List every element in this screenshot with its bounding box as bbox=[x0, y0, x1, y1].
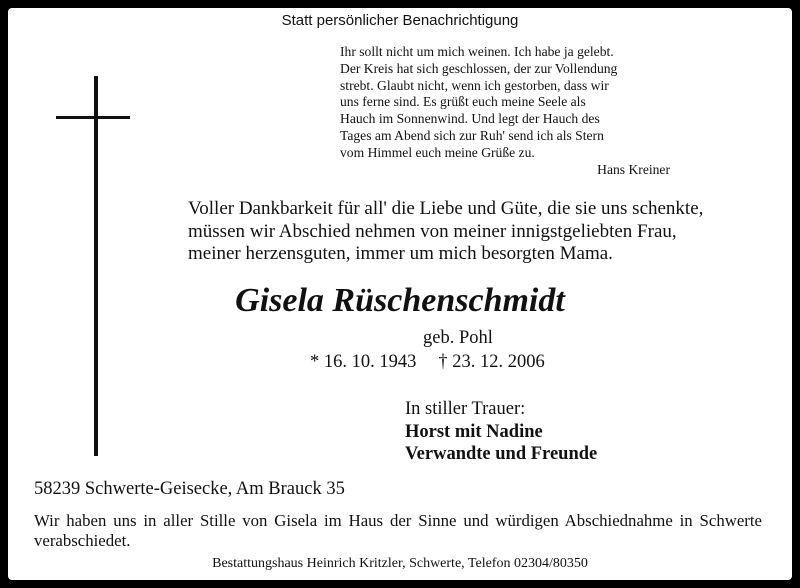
notice-header: Statt persönlicher Benachrichtigung bbox=[281, 12, 519, 29]
intro-line: meiner herzensguten, immer um mich besorgten Mama. bbox=[188, 243, 613, 264]
deceased-name: Gisela Rüschenschmidt bbox=[235, 282, 565, 319]
mourner-name: Verwandte und Freunde bbox=[405, 444, 598, 464]
mourners-block bbox=[405, 398, 597, 466]
mourner-name: Horst mit Nadine bbox=[405, 421, 543, 442]
poem-author: Hans Kreiner bbox=[597, 162, 670, 177]
intro-line: müssen wir Abschied nehmen von meiner innigstgeliebten Frau, bbox=[188, 220, 677, 242]
farewell-note: Wir haben uns in aller Stille von Gisela im Haus der Sinne und würdigen Abschiednahme in Schwerte verabschiedet. bbox=[34, 511, 762, 550]
address: 58239 Schwerte-Geisecke, Am Brauck 35 bbox=[34, 479, 345, 499]
maiden-name: geb. Pohl bbox=[423, 328, 493, 348]
poem-line: strebt. Glaubt nicht, wenn ich gestorben, dass wir bbox=[340, 77, 609, 93]
death-date: † 23. 12. 2006 bbox=[438, 352, 545, 372]
funeral-home-footer: Bestattungshaus Heinrich Kritzler, Schwerte, Telefon 02304/80350 bbox=[212, 556, 588, 571]
obituary-notice bbox=[8, 8, 792, 580]
cross-vertical-bar bbox=[94, 76, 98, 456]
poem-line: Der Kreis hat sich geschlossen, der zur Vollendung bbox=[340, 60, 618, 76]
poem-line: Hauch im Sonnenwind. Und legt der Hauch des bbox=[340, 111, 600, 127]
poem-line: Tages am Abend sich zur Ruh' send ich als Stern bbox=[340, 127, 604, 143]
mourners-label: In stiller Trauer: bbox=[405, 399, 526, 419]
life-dates bbox=[310, 352, 567, 373]
birth-date: * 16. 10. 1943 bbox=[310, 352, 417, 372]
intro-text bbox=[188, 198, 703, 266]
cross-horizontal-bar bbox=[56, 116, 130, 119]
poem-line: Ihr sollt nicht um mich weinen. Ich habe ja gelebt. bbox=[340, 44, 614, 59]
poem-line: uns ferne sind. Es grüßt euch meine Seele als bbox=[340, 94, 586, 110]
poem bbox=[340, 44, 617, 162]
poem-line: vom Himmel euch meine Grüße zu. bbox=[340, 144, 535, 160]
intro-line: Voller Dankbarkeit für all' die Liebe und Güte, die sie uns schenkte, bbox=[188, 198, 704, 219]
